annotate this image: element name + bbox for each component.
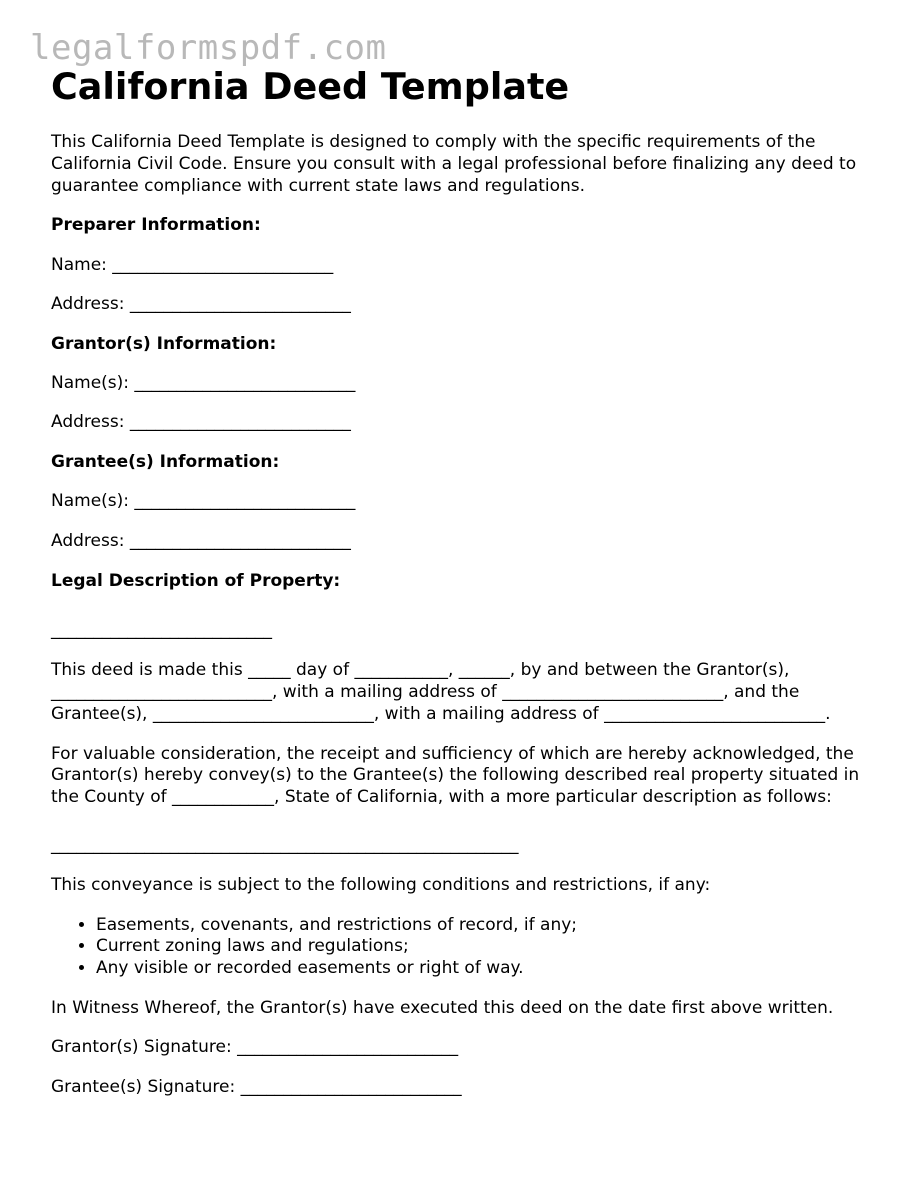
grantor-signature-field[interactable]: Grantor(s) Signature: __________________________ bbox=[51, 1037, 459, 1058]
conditions-intro: This conveyance is subject to the following conditions and restrictions, if any: bbox=[51, 874, 711, 895]
grantee-address-field[interactable]: Address: __________________________ bbox=[51, 530, 351, 551]
consideration-paragraph: For valuable consideration, the receipt and sufficiency of which are hereby acknowledged, the Grantor(s) hereby convey(s) to the Grantee(s) the following described real property situated in the County of ____________, State of California, with a more particular description as follows: bbox=[51, 743, 860, 808]
page-title: California Deed Template bbox=[51, 65, 570, 108]
watermark: legalformspdf.com bbox=[30, 28, 387, 68]
preparer-heading: Preparer Information: bbox=[51, 215, 261, 236]
legal-description-heading: Legal Description of Property: bbox=[51, 570, 341, 591]
preparer-name-field[interactable]: Name: __________________________ bbox=[51, 254, 334, 275]
witness-paragraph: In Witness Whereof, the Grantor(s) have executed this deed on the date first above written. bbox=[51, 997, 834, 1018]
document-page bbox=[51, 64, 881, 1098]
intro-paragraph: This California Deed Template is designed to comply with the specific requirements of the California Civil Code. Ensure you consult with a legal professional before finalizing any deed to guarantee compliance with current state laws and regulations. bbox=[51, 132, 857, 196]
preparer-address-field[interactable]: Address: __________________________ bbox=[51, 293, 351, 314]
grantee-name-field[interactable]: Name(s): __________________________ bbox=[51, 491, 356, 512]
grantee-heading: Grantee(s) Information: bbox=[51, 452, 280, 473]
grantee-signature-field[interactable]: Grantee(s) Signature: __________________________ bbox=[51, 1076, 462, 1097]
property-description-field[interactable]: _______________________________________________________ bbox=[51, 834, 519, 855]
conditions-list bbox=[51, 915, 881, 980]
list-item: • Easements, covenants, and restrictions of record, if any; bbox=[96, 915, 881, 937]
deed-paragraph: This deed is made this _____ day of ___________, ______, by and between the Grantor(s), __________________________, with a mailing address of __________________________, and the Grantee(s), __________________________, with a mailing address of __________________________. bbox=[51, 660, 831, 724]
legal-description-field[interactable]: __________________________ bbox=[51, 620, 272, 641]
list-item: • Current zoning laws and regulations; bbox=[96, 936, 881, 958]
list-item: • Any visible or recorded easements or right of way. bbox=[96, 958, 881, 980]
grantor-name-field[interactable]: Name(s): __________________________ bbox=[51, 373, 356, 394]
grantor-heading: Grantor(s) Information: bbox=[51, 333, 277, 354]
grantor-address-field[interactable]: Address: __________________________ bbox=[51, 412, 351, 433]
